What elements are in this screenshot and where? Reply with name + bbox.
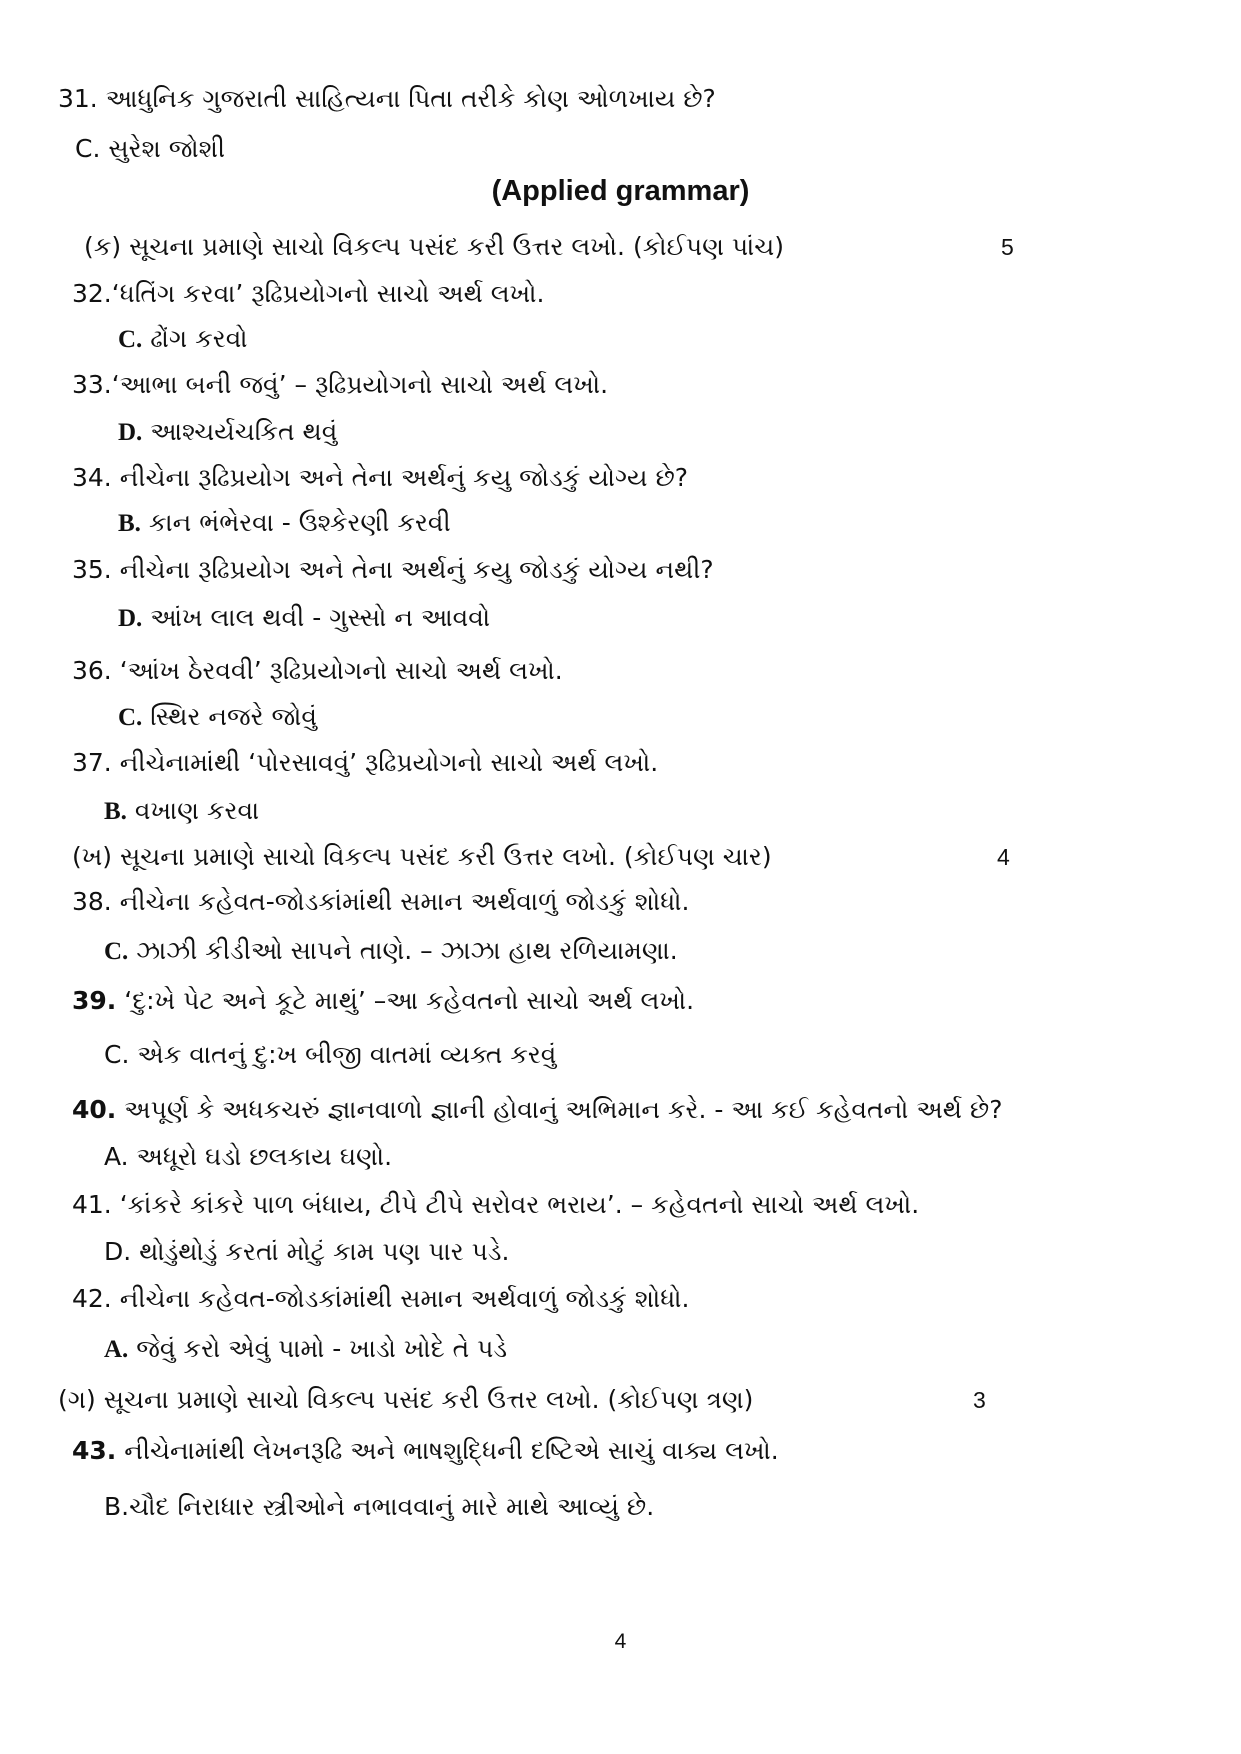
question-34: 34. નીચેના રૂઢિપ્રયોગ અને તેના અર્થનું કયુ જોડકું યોગ્ય છે?: [72, 463, 689, 492]
question-33: 33.‘આભા બની જવું’ – રૂઢિપ્રયોગનો સાચો અર્થ લખો.: [72, 370, 609, 399]
answer-38: [104, 934, 678, 969]
answer-39: C. એક વાતનું દુ:ખ બીજી વાતમાં વ્યક્ત કરવું: [104, 1040, 557, 1069]
section-g-instruction: (ગ) સૂચના પ્રમાણે સાચો વિકલ્પ પસંદ કરી ઉત્તર લખો. (કોઈપણ ત્રણ): [58, 1385, 754, 1414]
question-37: 37. નીચેનામાંથી ‘પોરસાવવું’ રૂઢિપ્રયોગનો સાચો અર્થ લખો.: [72, 748, 659, 777]
question-39-text: ‘દુ:ખે પેટ અને કૂટે માથું’ –આ કહેવતનો સાચો અર્થ લખો.: [116, 986, 695, 1015]
answer-33-text: આશ્ચર્યચકિત થવું: [142, 417, 338, 446]
answer-34: [118, 506, 451, 541]
question-40-text: અપૂર્ણ કે અધકચરું જ્ઞાનવાળો જ્ઞાની હોવાનું અભિમાન કરે. - આ કઈ કહેવતનો અર્થ છે?: [116, 1095, 1003, 1124]
question-43-text: નીચેનામાંથી લેખનરૂઢિ અને ભાષશુદ્ધિની દષ્ટિએ સાચું વાક્ય લખો.: [116, 1436, 779, 1465]
question-38: 38. નીચેના કહેવત-જોડકાંમાંથી સમાન અર્થવાળું જોડકું શોધો.: [72, 887, 690, 916]
answer-35-letter: D.: [118, 605, 143, 632]
answer-37-text: વખાણ કરવા: [126, 796, 260, 825]
answer-37: [104, 794, 259, 829]
answer-38-text: ઝાઝી કીડીઓ સાપને તાણે. – ઝાઝા હાથ રળિયામણા.: [128, 936, 678, 965]
answer-34-letter: B.: [118, 510, 141, 537]
section-g-marks: 3: [973, 1387, 986, 1413]
section-k-instruction: (ક) સૂચના પ્રમાણે સાચો વિકલ્પ પસંદ કરી ઉત્તર લખો. (કોઈપણ પાંચ): [84, 232, 784, 261]
question-43: [72, 1434, 779, 1468]
answer-32-text: ઢોંગ કરવો: [142, 324, 248, 353]
section-k-marks: 5: [1001, 234, 1014, 260]
answer-35-text: આંખ લાલ થવી - ગુસ્સો ન આવવો: [142, 603, 491, 632]
question-31: 31. આધુનિક ગુજરાતી સાહિત્યના પિતા તરીકે કોણ ઓળખાય છે?: [58, 84, 716, 113]
answer-33: [118, 415, 337, 450]
answer-33-letter: D.: [118, 419, 143, 446]
question-40-number: 40.: [72, 1095, 117, 1124]
question-36: 36. ‘આંખ ઠેરવવી’ રૂઢિપ્રયોગનો સાચો અર્થ લખો.: [72, 656, 563, 685]
answer-32: [118, 322, 248, 357]
answer-37-letter: B.: [104, 798, 127, 825]
answer-42: [104, 1332, 507, 1367]
section-kh-instruction: (ખ) સૂચના પ્રમાણે સાચો વિકલ્પ પસંદ કરી ઉત્તર લખો. (કોઈપણ ચાર): [72, 842, 772, 871]
answer-36-text: સ્થિર નજરે જોવું: [142, 702, 317, 731]
answer-43: B.ચૌદ નિરાધાર સ્ત્રીઓને નભાવવાનું મારે માથે આવ્યું છે.: [104, 1492, 655, 1521]
section-kh-marks: 4: [997, 844, 1010, 870]
answer-31: C. સુરેશ જોશી: [75, 134, 226, 163]
answer-42-text: જેવું કરો એવું પામો - ખાડો ખોદે તે પડે: [128, 1334, 508, 1363]
answer-42-letter: A.: [104, 1336, 129, 1363]
question-35: 35. નીચેના રૂઢિપ્રયોગ અને તેના અર્થનું કયુ જોડકું યોગ્ય નથી?: [72, 555, 714, 584]
answer-32-letter: C.: [118, 326, 143, 353]
question-39-number: 39.: [72, 986, 117, 1015]
question-32: 32.‘ધતિંગ કરવા’ રૂઢિપ્રયોગનો સાચો અર્થ લખો.: [72, 279, 545, 308]
question-41: 41. ‘કાંકરે કાંકરે પાળ બંધાય, ટીપે ટીપે સરોવર ભરાય’. – કહેવતનો સાચો અર્થ લખો.: [72, 1190, 920, 1219]
answer-35: [118, 601, 490, 636]
answer-41: D. થોડુંથોડું કરતાં મોટું કામ પણ પાર પડે.: [104, 1237, 510, 1266]
answer-36: [118, 700, 317, 735]
question-43-number: 43.: [72, 1436, 117, 1465]
answer-38-letter: C.: [104, 938, 129, 965]
question-39: [72, 984, 694, 1018]
question-40: [72, 1093, 1002, 1127]
page-number: 4: [614, 1630, 627, 1653]
answer-36-letter: C.: [118, 704, 143, 731]
answer-40: A. અધૂરો ઘડો છલકાય ઘણો.: [104, 1142, 393, 1171]
question-42: 42. નીચેના કહેવત-જોડકાંમાંથી સમાન અર્થવાળું જોડકું શોધો.: [72, 1284, 690, 1313]
answer-34-text: કાન ભંભેરવા - ઉશ્કેરણી કરવી: [140, 508, 451, 537]
section-heading: (Applied grammar): [491, 175, 750, 207]
